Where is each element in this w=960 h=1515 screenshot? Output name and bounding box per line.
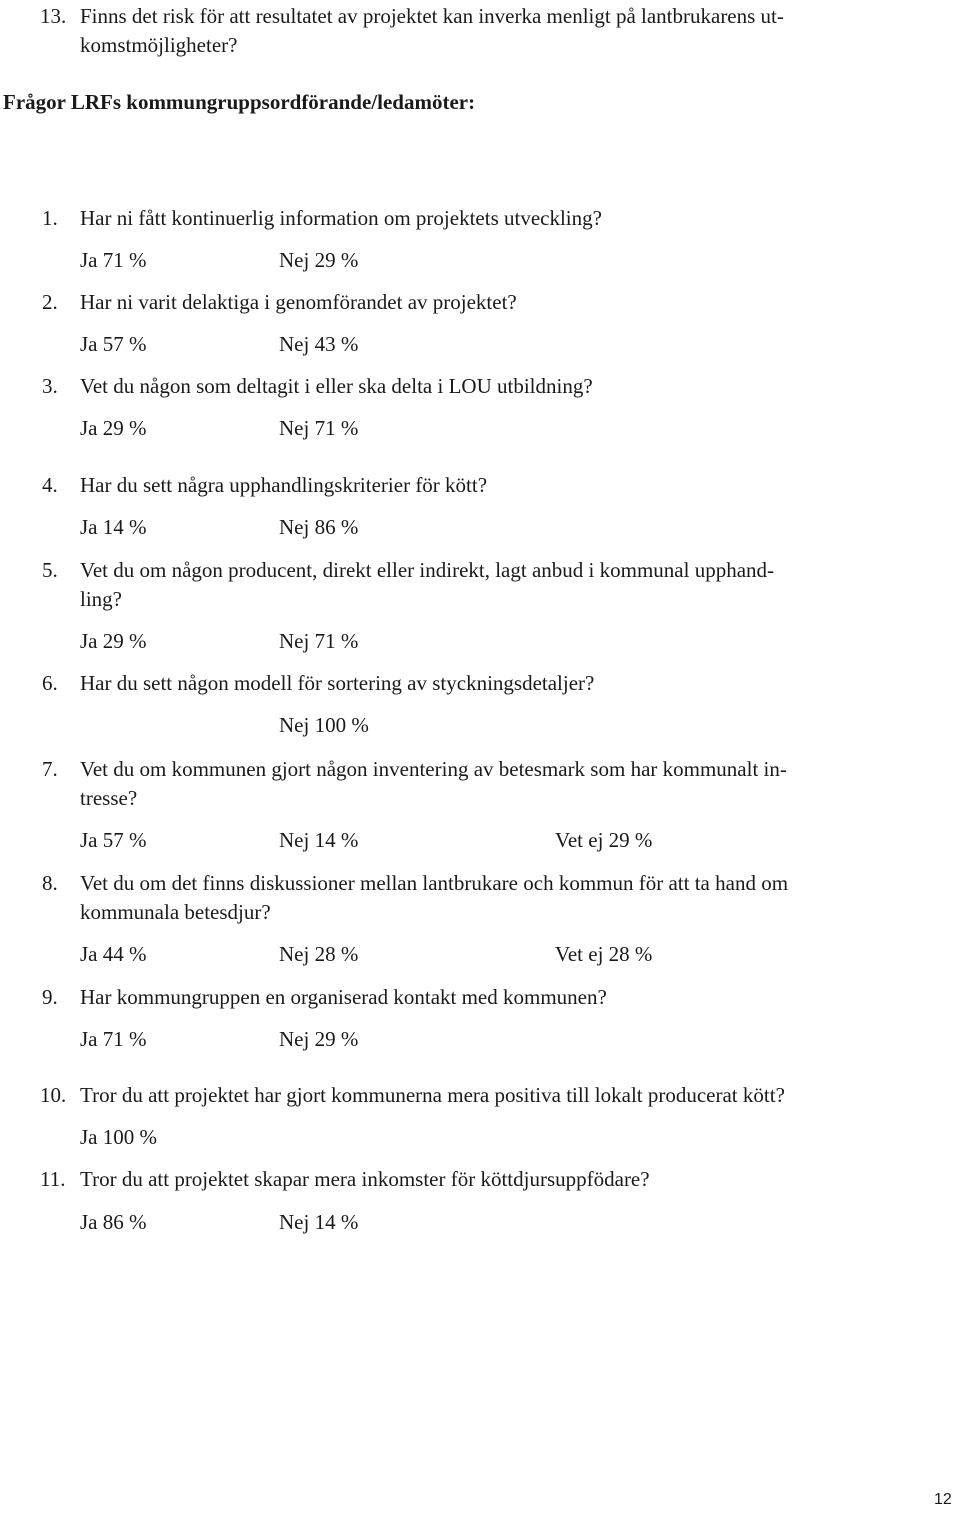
question-1-answer-nej: Nej 29 % bbox=[279, 248, 359, 272]
question-10-answer-ja: Ja 100 % bbox=[80, 1125, 157, 1149]
question-7-text-line-2: tresse? bbox=[80, 786, 138, 810]
question-8-text-line-1: Vet du om det finns diskussioner mellan lantbrukare och kommun för att ta hand om bbox=[80, 871, 789, 895]
question-4-text: Har du sett några upphandlingskriterier för kött? bbox=[80, 473, 488, 497]
question-7-answer-nej: Nej 14 % bbox=[279, 828, 359, 852]
question-13-text-line-1: Finns det risk för att resultatet av projektet kan inverka menligt på lantbrukarens ut- bbox=[80, 4, 784, 28]
question-2-answer-ja: Ja 57 % bbox=[80, 332, 147, 356]
question-11-number: 11. bbox=[40, 1167, 66, 1191]
question-5-text-line-1: Vet du om någon producent, direkt eller indirekt, lagt anbud i kommunal upphand- bbox=[80, 558, 775, 582]
question-4-number: 4. bbox=[42, 473, 58, 497]
question-2-number: 2. bbox=[42, 290, 58, 314]
question-1-number: 1. bbox=[42, 206, 58, 230]
question-5-answer-nej: Nej 71 % bbox=[279, 629, 359, 653]
question-11-answer-ja: Ja 86 % bbox=[80, 1210, 147, 1234]
question-7-number: 7. bbox=[42, 757, 58, 781]
question-4-answer-ja: Ja 14 % bbox=[80, 515, 147, 539]
question-3-answer-ja: Ja 29 % bbox=[80, 416, 147, 440]
question-13-text-line-2: komstmöjligheter? bbox=[80, 33, 238, 57]
question-6-answer-nej: Nej 100 % bbox=[279, 713, 369, 737]
question-8-answer-ja: Ja 44 % bbox=[80, 942, 147, 966]
question-9-text: Har kommungruppen en organiserad kontakt med kommunen? bbox=[80, 985, 607, 1009]
question-1-text: Har ni fått kontinuerlig information om projektets utveckling? bbox=[80, 206, 602, 230]
page-number: 12 bbox=[934, 1491, 952, 1508]
question-10-text: Tror du att projektet har gjort kommunerna mera positiva till lokalt producerat kött? bbox=[80, 1083, 785, 1107]
section-heading: Frågor LRFs kommungruppsordförande/ledamöter: bbox=[3, 90, 476, 114]
question-3-number: 3. bbox=[42, 374, 58, 398]
question-7-text-line-1: Vet du om kommunen gjort någon inventering av betesmark som har kommunalt in- bbox=[80, 757, 787, 781]
question-9-answer-nej: Nej 29 % bbox=[279, 1027, 359, 1051]
question-3-answer-nej: Nej 71 % bbox=[279, 416, 359, 440]
question-8-answer-nej: Nej 28 % bbox=[279, 942, 359, 966]
question-1-answer-ja: Ja 71 % bbox=[80, 248, 147, 272]
question-8-answer-vet-ej: Vet ej 28 % bbox=[555, 942, 653, 966]
question-13-number: 13. bbox=[40, 4, 67, 28]
question-8-text-line-2: kommunala betesdjur? bbox=[80, 900, 271, 924]
question-3-text: Vet du någon som deltagit i eller ska delta i LOU utbildning? bbox=[80, 374, 593, 398]
question-11-text: Tror du att projektet skapar mera inkomster för köttdjursuppfödare? bbox=[80, 1167, 650, 1191]
question-5-number: 5. bbox=[42, 558, 58, 582]
question-7-answer-ja: Ja 57 % bbox=[80, 828, 147, 852]
question-8-number: 8. bbox=[42, 871, 58, 895]
question-9-number: 9. bbox=[42, 985, 58, 1009]
question-6-text: Har du sett någon modell för sortering av styckningsdetaljer? bbox=[80, 671, 595, 695]
question-6-number: 6. bbox=[42, 671, 58, 695]
question-5-answer-ja: Ja 29 % bbox=[80, 629, 147, 653]
question-7-answer-vet-ej: Vet ej 29 % bbox=[555, 828, 653, 852]
question-11-answer-nej: Nej 14 % bbox=[279, 1210, 359, 1234]
question-4-answer-nej: Nej 86 % bbox=[279, 515, 359, 539]
question-5-text-line-2: ling? bbox=[80, 587, 122, 611]
question-10-number: 10. bbox=[40, 1083, 67, 1107]
question-2-text: Har ni varit delaktiga i genomförandet av projektet? bbox=[80, 290, 517, 314]
question-9-answer-ja: Ja 71 % bbox=[80, 1027, 147, 1051]
question-2-answer-nej: Nej 43 % bbox=[279, 332, 359, 356]
